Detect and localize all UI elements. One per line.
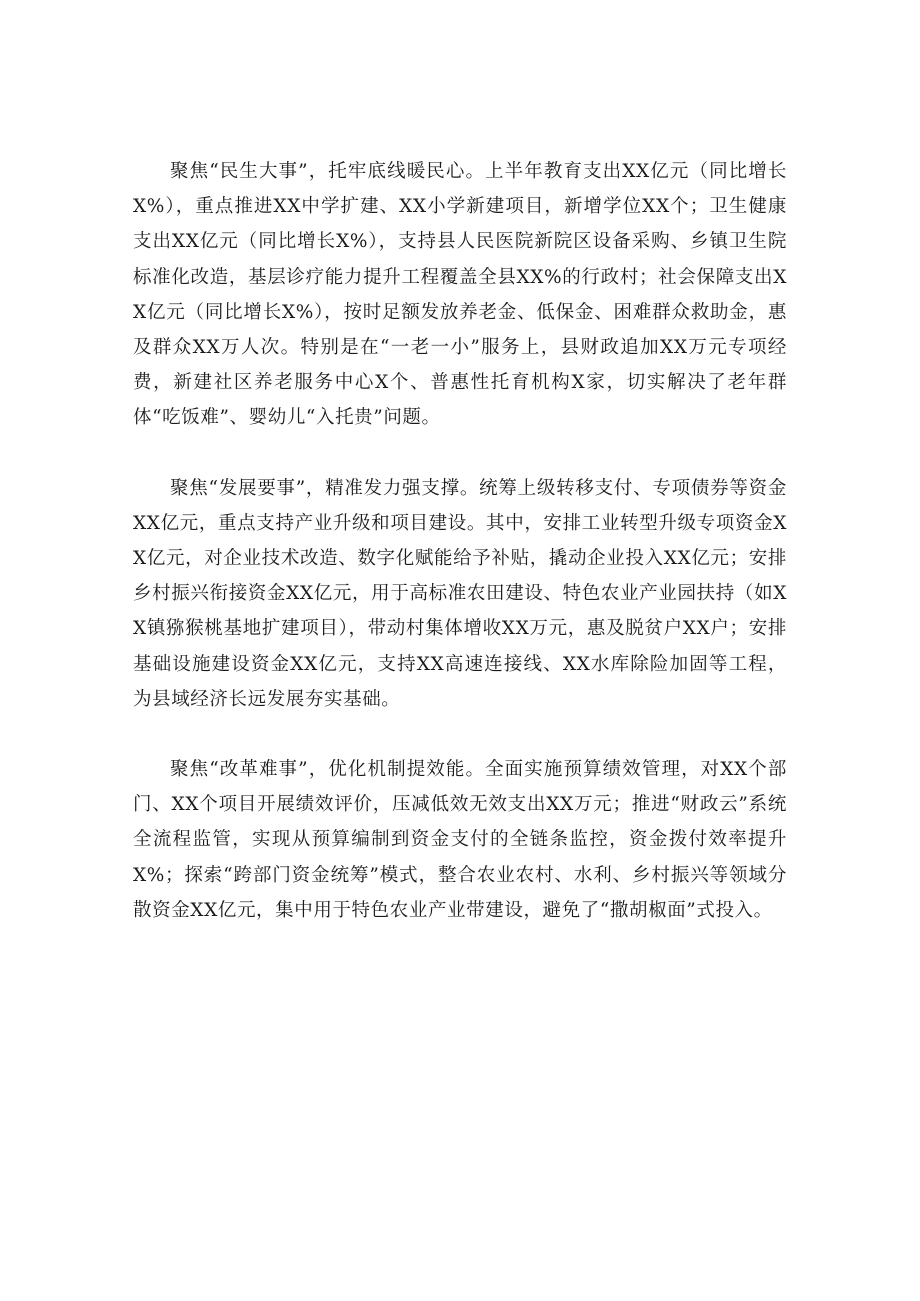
- paragraph-development: 聚焦“发展要事”，精准发力强支撑。统筹上级转移支付、专项债券等资金XX亿元，重点支持产业升级和项目建设。其中，安排工业转型升级专项资金XX亿元，对企业技术改造、数字化赋能给予补贴，撬动企业投入XX亿元；安排乡村振兴衔接资金XX亿元，用于高标准农田建设、特色农业产业园扶持（如XX镇猕猴桃基地扩建项目），带动村集体增收XX万元，惠及脱贫户XX户；安排基础设施建设资金XX亿元，支持XX高速连接线、XX水库除险加固等工程，为县域经济长远发展夯实基础。: [133, 477, 787, 710]
- paragraph-reform: 聚焦“改革难事”，优化机制提效能。全面实施预算绩效管理，对XX个部门、XX个项目开展绩效评价，压减低效无效支出XX万元；推进“财政云”系统全流程监管，实现从预算编制到资金支付的全链条监控，资金拨付效率提升X%；探索“跨部门资金统筹”模式，整合农业农村、水利、乡村振兴等领域分散资金XX亿元，集中用于特色农业产业带建设，避免了“撒胡椒面”式投入。: [133, 759, 787, 921]
- document-body: [133, 154, 787, 928]
- paragraph-livelihood: 聚焦“民生大事”，托牢底线暖民心。上半年教育支出XX亿元（同比增长X%），重点推进XX中学扩建、XX小学新建项目，新增学位XX个；卫生健康支出XX亿元（同比增长X%），支持县人民医院新院区设备采购、乡镇卫生院标准化改造，基层诊疗能力提升工程覆盖全县XX%的行政村；社会保障支出XX亿元（同比增长X%），按时足额发放养老金、低保金、困难群众救助金，惠及群众XX万人次。特别是在“一老一小”服务上，县财政追加XX万元专项经费，新建社区养老服务中心X个、普惠性托育机构X家，切实解决了老年群体“吃饭难”、婴幼儿“入托贵”问题。: [133, 161, 787, 429]
